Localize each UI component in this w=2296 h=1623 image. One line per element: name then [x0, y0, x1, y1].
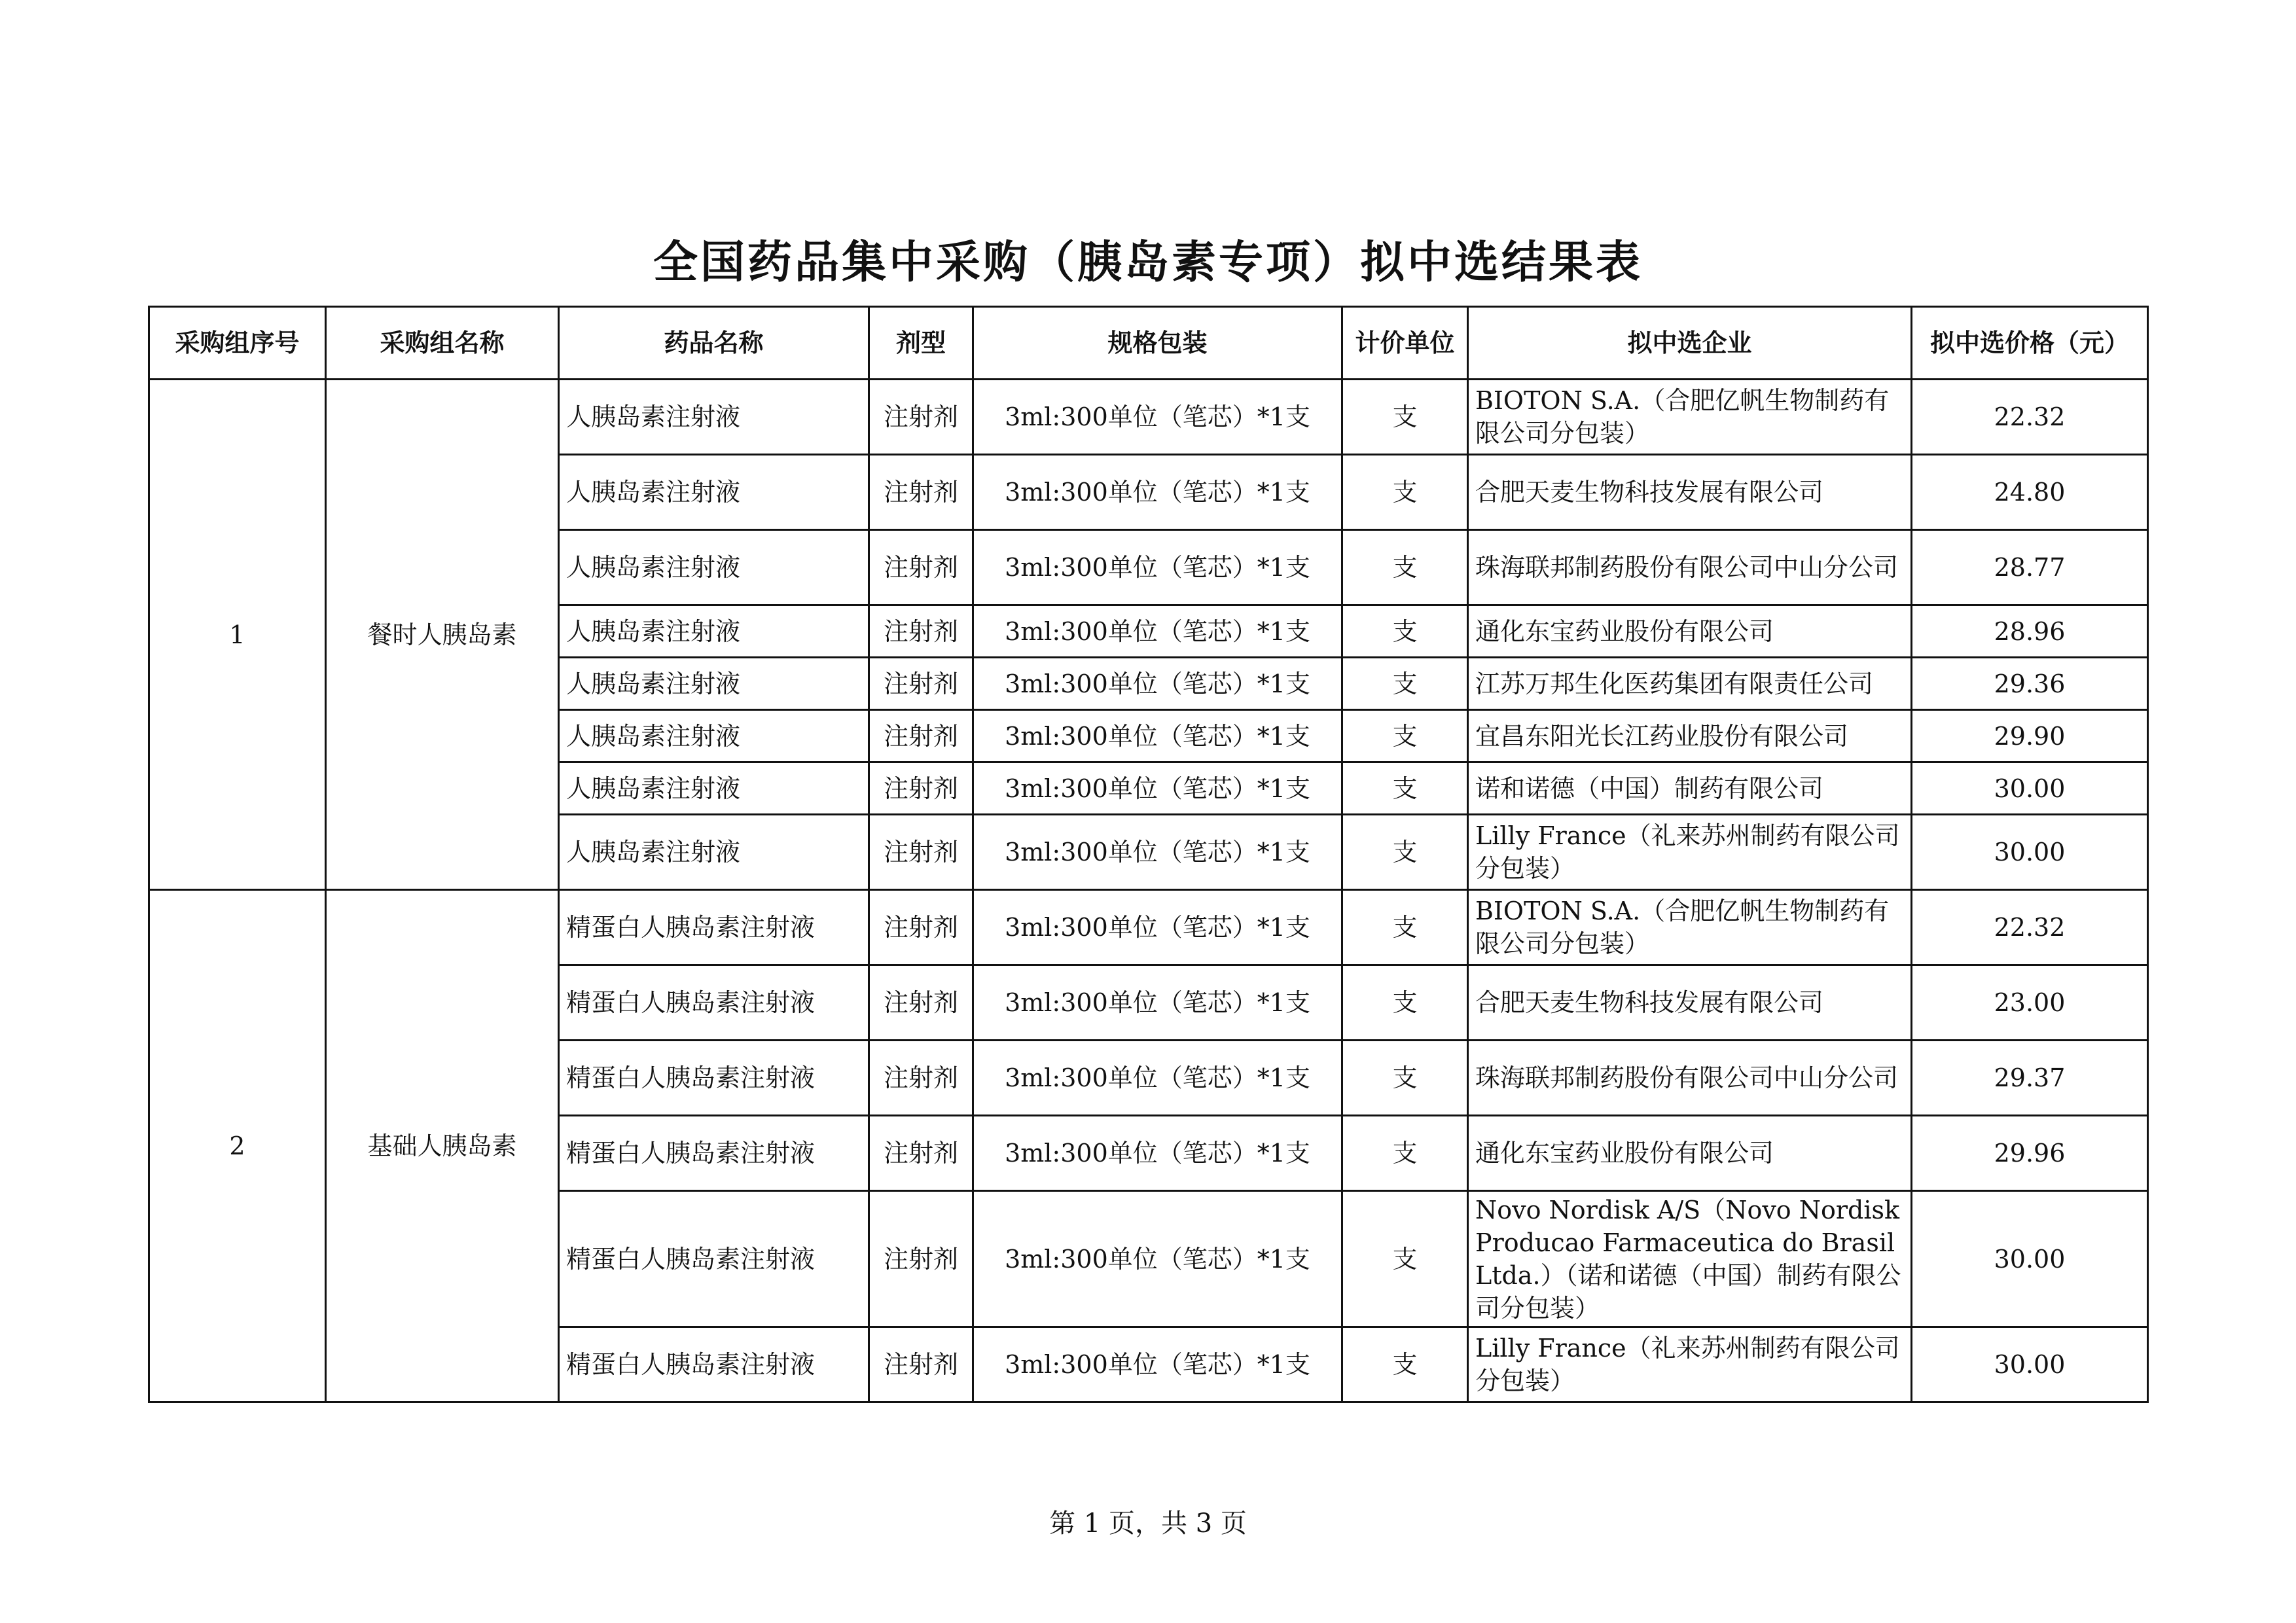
spec: 3ml:300单位（笔芯）*1支 — [973, 762, 1342, 815]
dosage-form: 注射剂 — [869, 710, 973, 762]
company: 合肥天麦生物科技发展有限公司 — [1468, 965, 1912, 1041]
spec: 3ml:300单位（笔芯）*1支 — [973, 380, 1342, 455]
unit: 支 — [1342, 455, 1468, 530]
table-row — [149, 890, 2148, 965]
price: 29.96 — [1912, 1116, 2148, 1191]
spec: 3ml:300单位（笔芯）*1支 — [973, 965, 1342, 1041]
header-price: 拟中选价格（元） — [1912, 307, 2148, 380]
dosage-form: 注射剂 — [869, 815, 973, 890]
page-title: 全国药品集中采购（胰岛素专项）拟中选结果表 — [653, 237, 1643, 289]
spec: 3ml:300单位（笔芯）*1支 — [973, 815, 1342, 890]
drug-name: 人胰岛素注射液 — [559, 380, 869, 455]
price: 28.77 — [1912, 530, 2148, 605]
spec: 3ml:300单位（笔芯）*1支 — [973, 1327, 1342, 1402]
spec: 3ml:300单位（笔芯）*1支 — [973, 710, 1342, 762]
spec: 3ml:300单位（笔芯）*1支 — [973, 605, 1342, 658]
unit: 支 — [1342, 658, 1468, 710]
price: 30.00 — [1912, 815, 2148, 890]
spec: 3ml:300单位（笔芯）*1支 — [973, 658, 1342, 710]
dosage-form: 注射剂 — [869, 1327, 973, 1402]
company: 珠海联邦制药股份有限公司中山分公司 — [1468, 1041, 1912, 1116]
unit: 支 — [1342, 1327, 1468, 1402]
dosage-form: 注射剂 — [869, 965, 973, 1041]
drug-name: 人胰岛素注射液 — [559, 710, 869, 762]
drug-name: 精蛋白人胰岛素注射液 — [559, 1116, 869, 1191]
company: Lilly France（礼来苏州制药有限公司分包装） — [1468, 815, 1912, 890]
price: 22.32 — [1912, 380, 2148, 455]
drug-name: 精蛋白人胰岛素注射液 — [559, 965, 869, 1041]
drug-name: 精蛋白人胰岛素注射液 — [559, 1327, 869, 1402]
header-unit: 计价单位 — [1342, 307, 1468, 380]
dosage-form: 注射剂 — [869, 455, 973, 530]
drug-name: 人胰岛素注射液 — [559, 658, 869, 710]
company: 宜昌东阳光长江药业股份有限公司 — [1468, 710, 1912, 762]
dosage-form: 注射剂 — [869, 530, 973, 605]
drug-name: 精蛋白人胰岛素注射液 — [559, 1191, 869, 1327]
price: 28.96 — [1912, 605, 2148, 658]
drug-name: 人胰岛素注射液 — [559, 815, 869, 890]
drug-name: 人胰岛素注射液 — [559, 455, 869, 530]
price: 30.00 — [1912, 762, 2148, 815]
unit: 支 — [1342, 762, 1468, 815]
header-drug-name: 药品名称 — [559, 307, 869, 380]
spec: 3ml:300单位（笔芯）*1支 — [973, 1116, 1342, 1191]
unit: 支 — [1342, 605, 1468, 658]
company: 珠海联邦制药股份有限公司中山分公司 — [1468, 530, 1912, 605]
results-table — [148, 306, 2149, 1403]
price: 29.36 — [1912, 658, 2148, 710]
unit: 支 — [1342, 1116, 1468, 1191]
price: 29.37 — [1912, 1041, 2148, 1116]
price: 30.00 — [1912, 1327, 2148, 1402]
header-group-name: 采购组名称 — [326, 307, 559, 380]
spec: 3ml:300单位（笔芯）*1支 — [973, 1041, 1342, 1116]
header-group-number: 采购组序号 — [149, 307, 326, 380]
price: 22.32 — [1912, 890, 2148, 965]
dosage-form: 注射剂 — [869, 1191, 973, 1327]
dosage-form: 注射剂 — [869, 380, 973, 455]
drug-name: 人胰岛素注射液 — [559, 605, 869, 658]
spec: 3ml:300单位（笔芯）*1支 — [973, 890, 1342, 965]
group-number: 1 — [149, 380, 326, 890]
price: 29.90 — [1912, 710, 2148, 762]
spec: 3ml:300单位（笔芯）*1支 — [973, 455, 1342, 530]
company: 通化东宝药业股份有限公司 — [1468, 605, 1912, 658]
page-number: 第 1 页，共 3 页 — [1049, 1508, 1247, 1539]
spec: 3ml:300单位（笔芯）*1支 — [973, 1191, 1342, 1327]
drug-name: 人胰岛素注射液 — [559, 530, 869, 605]
dosage-form: 注射剂 — [869, 890, 973, 965]
group-name: 餐时人胰岛素 — [326, 380, 559, 890]
company: Lilly France（礼来苏州制药有限公司分包装） — [1468, 1327, 1912, 1402]
dosage-form: 注射剂 — [869, 762, 973, 815]
header-spec: 规格包装 — [973, 307, 1342, 380]
unit: 支 — [1342, 1191, 1468, 1327]
table-row — [149, 380, 2148, 455]
group-number: 2 — [149, 890, 326, 1402]
spec: 3ml:300单位（笔芯）*1支 — [973, 530, 1342, 605]
unit: 支 — [1342, 710, 1468, 762]
company: 诺和诺德（中国）制药有限公司 — [1468, 762, 1912, 815]
dosage-form: 注射剂 — [869, 1116, 973, 1191]
company: 江苏万邦生化医药集团有限责任公司 — [1468, 658, 1912, 710]
unit: 支 — [1342, 1041, 1468, 1116]
dosage-form: 注射剂 — [869, 1041, 973, 1116]
unit: 支 — [1342, 530, 1468, 605]
company: Novo Nordisk A/S（Novo Nordisk Producao Farmaceutica do Brasil Ltda.）（诺和诺德（中国）制药有限公司分包装） — [1468, 1191, 1912, 1327]
header-row — [149, 307, 2148, 380]
header-dosage-form: 剂型 — [869, 307, 973, 380]
company: 通化东宝药业股份有限公司 — [1468, 1116, 1912, 1191]
dosage-form: 注射剂 — [869, 658, 973, 710]
drug-name: 人胰岛素注射液 — [559, 762, 869, 815]
unit: 支 — [1342, 380, 1468, 455]
company: BIOTON S.A.（合肥亿帆生物制药有限公司分包装） — [1468, 380, 1912, 455]
price: 23.00 — [1912, 965, 2148, 1041]
unit: 支 — [1342, 815, 1468, 890]
unit: 支 — [1342, 890, 1468, 965]
drug-name: 精蛋白人胰岛素注射液 — [559, 890, 869, 965]
drug-name: 精蛋白人胰岛素注射液 — [559, 1041, 869, 1116]
company: BIOTON S.A.（合肥亿帆生物制药有限公司分包装） — [1468, 890, 1912, 965]
price: 30.00 — [1912, 1191, 2148, 1327]
header-company: 拟中选企业 — [1468, 307, 1912, 380]
unit: 支 — [1342, 965, 1468, 1041]
price: 24.80 — [1912, 455, 2148, 530]
group-name: 基础人胰岛素 — [326, 890, 559, 1402]
dosage-form: 注射剂 — [869, 605, 973, 658]
company: 合肥天麦生物科技发展有限公司 — [1468, 455, 1912, 530]
